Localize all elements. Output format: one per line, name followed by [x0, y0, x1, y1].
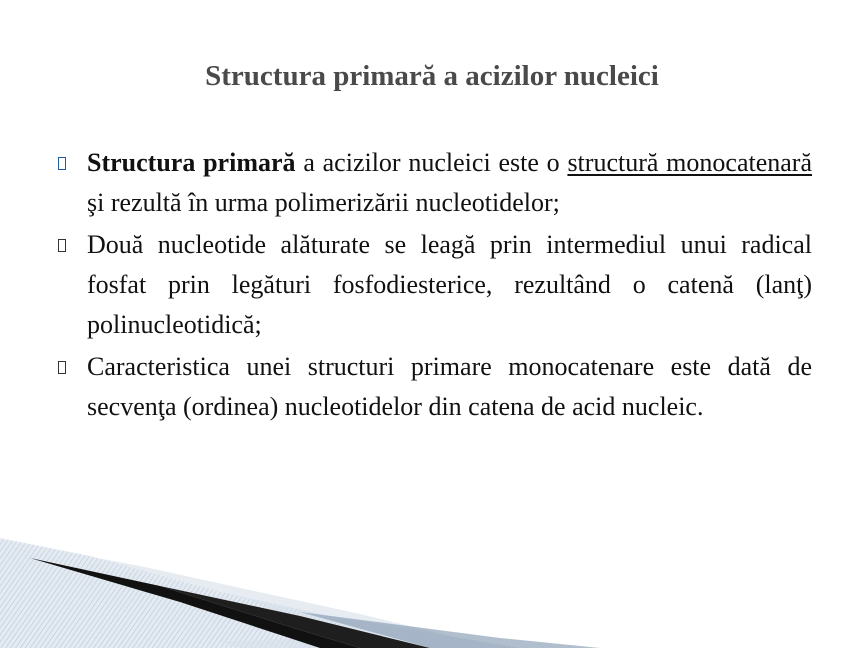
square-bullet-icon [58, 239, 66, 252]
bullet-text: Două nucleotide alăturate se leagă prin intermediul unui radical fosfat prin legături fosfodiesterice, rezultând o catenă (lanţ) polinucleotidică; [87, 230, 812, 339]
underlined-term: structură monocatenară [567, 148, 812, 177]
list-item [56, 143, 812, 223]
decorative-swoosh [0, 530, 864, 648]
list-item [56, 347, 812, 427]
bullet-text: a acizilor nucleici este o [295, 148, 568, 177]
bold-term: Structura primară [87, 148, 296, 177]
square-bullet-icon [58, 361, 66, 374]
slide-title: Structura primară a acizilor nucleici [205, 60, 659, 92]
bullet-text: Caracteristica unei structuri primare monocatenare este dată de secvenţa (ordinea) nucleotidelor din catena de acid nucleic. [87, 352, 812, 421]
bullet-text: şi rezultă în urma polimerizării nucleotidelor; [87, 188, 560, 217]
bullet-list [56, 143, 812, 429]
square-bullet-icon [58, 157, 66, 170]
list-item [56, 225, 812, 345]
